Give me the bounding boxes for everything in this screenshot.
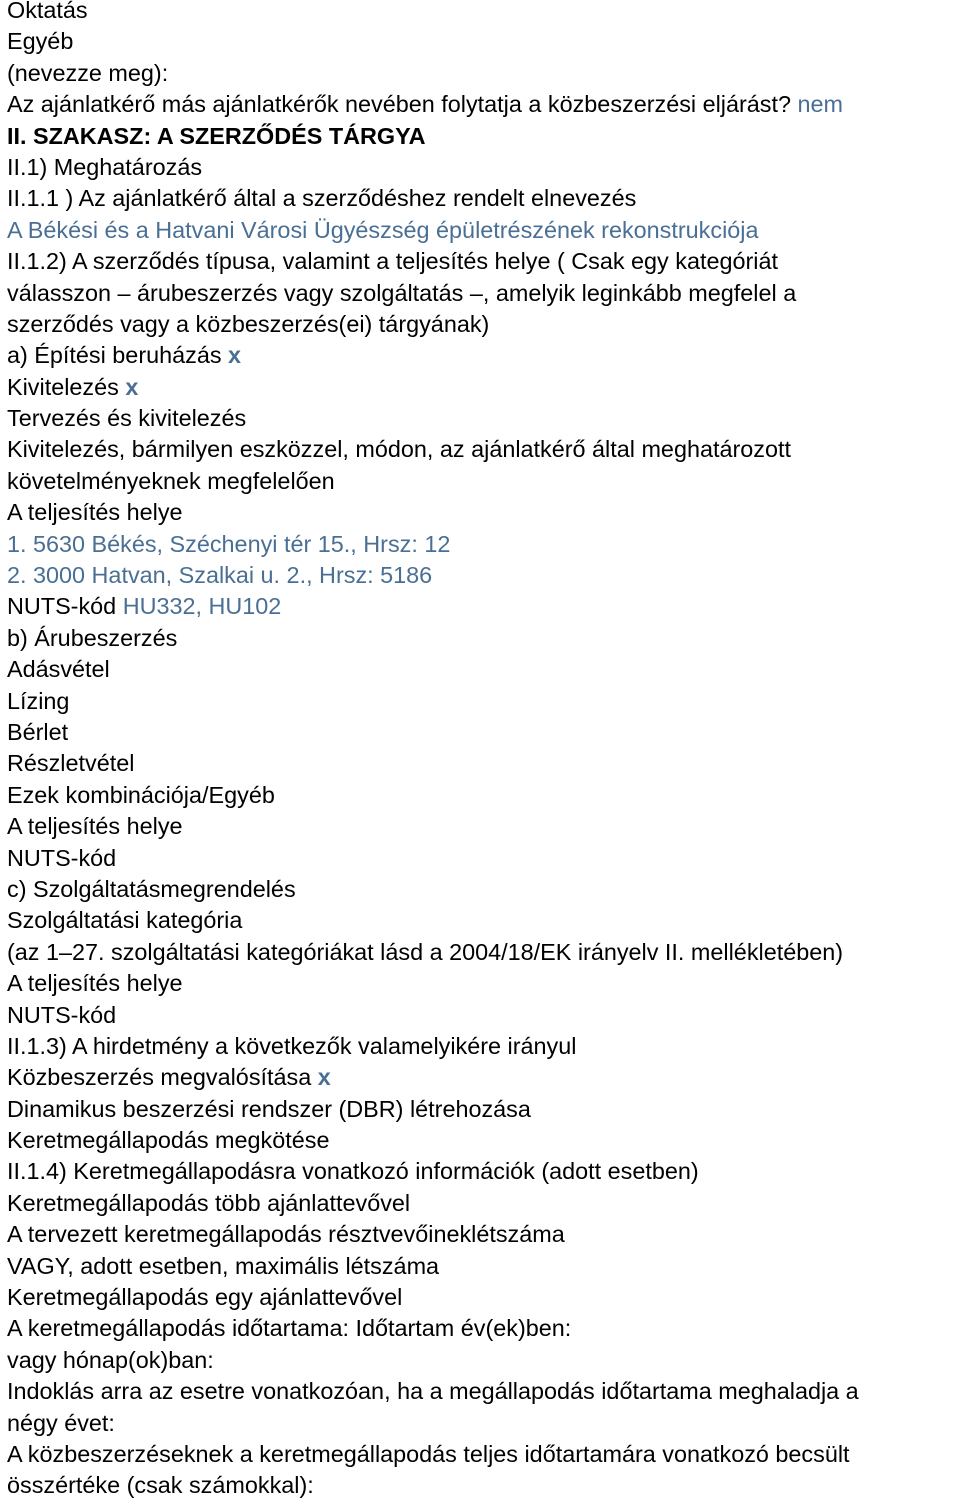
line-egyeb: Egyéb: [7, 28, 74, 55]
nuts-label: NUTS-kód: [7, 593, 117, 620]
field-label-location-b: A teljesítés helye: [7, 813, 183, 840]
field-label-estimated-value: A közbeszerzéseknek a keretmegállapodás teljes időtartamára vonatkozó becsült: [7, 1440, 850, 1467]
option-berlet: Bérlet: [7, 718, 69, 745]
nuts-code-row: [7, 591, 957, 622]
option-dbr: Dinamikus beszerzési rendszer (DBR) létrehozása: [7, 1095, 531, 1122]
option-framework-single: Keretmegállapodás egy ajánlattevővel: [7, 1284, 403, 1311]
nuts-label-b: NUTS-kód: [7, 844, 117, 871]
option-kivitelezes-barmilyen: Kivitelezés, bármilyen eszközzel, módon, az ajánlatkérő által meghatározott: [7, 436, 791, 463]
field-label-notice-purpose: II.1.3) A hirdetmény a következők valamelyikére irányul: [7, 1032, 577, 1059]
field-label-duration-months: vagy hónap(ok)ban:: [7, 1346, 214, 1373]
field-value-title: A Békési és a Hatvani Városi Ügyészség épületrészének rekonstrukciója: [7, 216, 759, 243]
field-label-duration-years: A keretmegállapodás időtartama: Időtartam év(ek)ben:: [7, 1315, 572, 1342]
nuts-label-c: NUTS-kód: [7, 1001, 117, 1028]
option-tervezes-kivitelezes: Tervezés és kivitelezés: [7, 405, 247, 432]
field-label-location-c: A teljesítés helye: [7, 970, 183, 997]
option-label: Közbeszerzés megvalósítása: [7, 1064, 312, 1091]
option-label: a) Építési beruházás: [7, 342, 222, 369]
field-label-participants: A tervezett keretmegállapodás résztvevőineklétszáma: [7, 1221, 565, 1248]
option-adasvetel: Adásvétel: [7, 656, 110, 683]
section-heading: II. SZAKASZ: A SZERZŐDÉS TÁRGYA: [7, 122, 426, 149]
option-kombinacio: Ezek kombinációja/Egyéb: [7, 781, 275, 808]
option-label: Kivitelezés: [7, 373, 119, 400]
field-label-contract-type-cont: válasszon – árubeszerzés vagy szolgáltatás –, amelyik leginkább megfelel a: [7, 279, 797, 306]
service-category-note: (az 1–27. szolgáltatási kategóriákat lásd a 2004/18/EK irányelv II. mellékletében): [7, 938, 844, 965]
option-framework-multi: Keretmegállapodás több ajánlattevővel: [7, 1189, 411, 1216]
option-szolgaltatas: c) Szolgáltatásmegrendelés: [7, 875, 296, 902]
field-label-framework-info: II.1.4) Keretmegállapodásra vonatkozó információk (adott esetben): [7, 1158, 699, 1185]
field-label-justification-cont: négy évet:: [7, 1409, 115, 1436]
subsection-heading: II.1) Meghatározás: [7, 153, 203, 180]
selected-mark: x: [228, 342, 242, 369]
nuts-value: HU332, HU102: [122, 593, 282, 620]
field-label-max-participants: VAGY, adott esetben, maximális létszáma: [7, 1252, 440, 1279]
field-label-justification: Indoklás arra az esetre vonatkozóan, ha a megállapodás időtartama meghaladja a: [7, 1378, 859, 1405]
question-text: Az ajánlatkérő más ajánlatkérők nevében folytatja a közbeszerzési eljárást?: [7, 91, 792, 118]
field-label-contract-type: II.1.2) A szerződés típusa, valamint a teljesítés helye ( Csak egy kategóriát: [7, 248, 778, 275]
field-label-location: A teljesítés helye: [7, 499, 183, 526]
field-label-service-category: Szolgáltatási kategória: [7, 907, 243, 934]
field-label-contract-type-end: szerződés vagy a közbeszerzés(ei) tárgyának): [7, 310, 490, 337]
selected-mark: x: [125, 373, 139, 400]
option-kozbeszerzes-megvalositasa: [7, 1062, 957, 1093]
option-kivitelezes-barmilyen-cont: követelményeknek megfelelően: [7, 467, 335, 494]
document-body: [7, 0, 957, 1502]
option-arubeszerzes: b) Árubeszerzés: [7, 624, 178, 651]
option-lizing: Lízing: [7, 687, 70, 714]
field-label-title: II.1.1 ) Az ajánlatkérő által a szerződéshez rendelt elnevezés: [7, 185, 637, 212]
option-reszletvetel: Részletvétel: [7, 750, 135, 777]
option-kivitelezes: [7, 372, 957, 403]
option-keretmegallapodas-megkotese: Keretmegállapodás megkötése: [7, 1127, 330, 1154]
line-nevezze-meg: (nevezze meg):: [7, 59, 169, 86]
location-value-2: 2. 3000 Hatvan, Szalkai u. 2., Hrsz: 5186: [7, 562, 433, 589]
line-question-on-behalf: [7, 89, 957, 120]
option-epitesi-beruhazas: [7, 340, 957, 371]
selected-mark: x: [317, 1064, 331, 1091]
line-oktatas: Oktatás: [7, 0, 88, 23]
field-label-estimated-value-cont: összértéke (csak számokkal):: [7, 1472, 314, 1499]
location-value-1: 1. 5630 Békés, Széchenyi tér 15., Hrsz: 12: [7, 530, 451, 557]
answer-value: nem: [797, 91, 844, 118]
